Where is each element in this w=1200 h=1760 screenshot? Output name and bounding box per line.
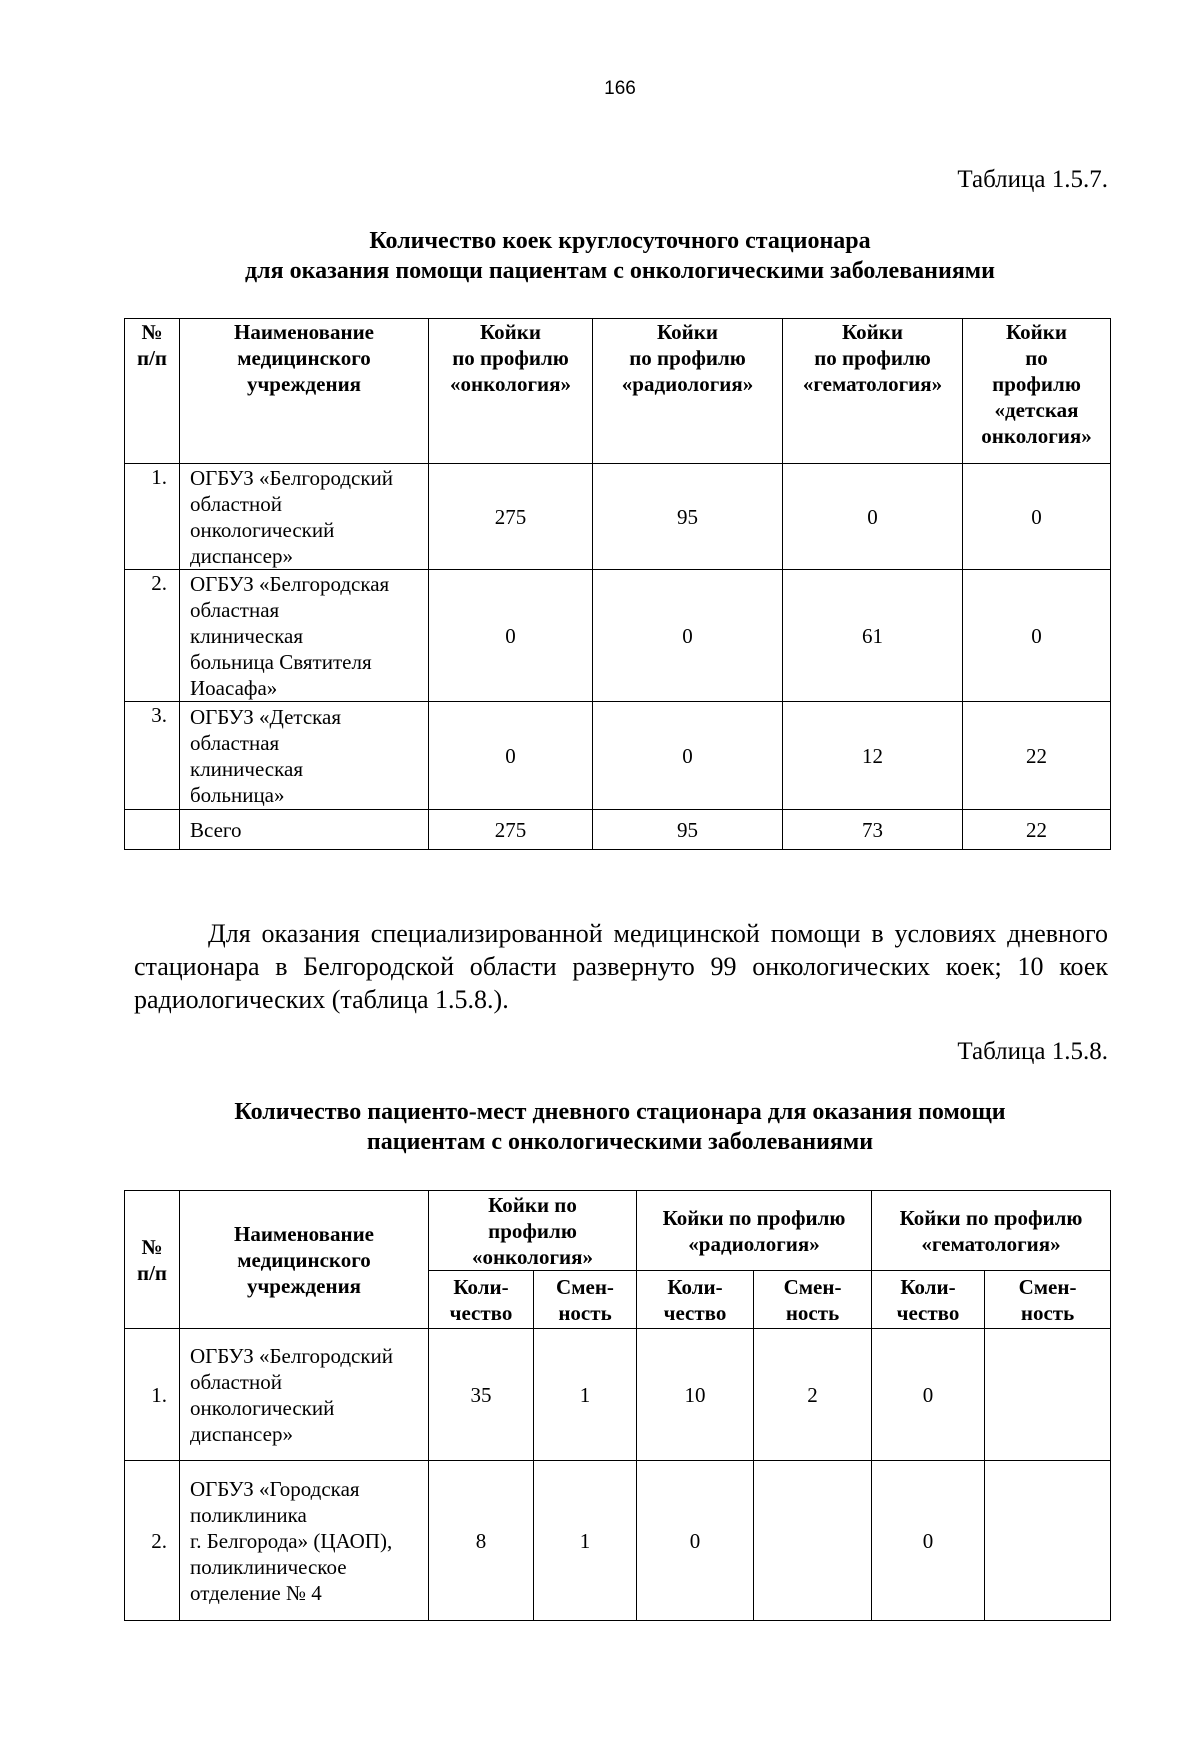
header-line: № xyxy=(141,320,163,344)
total-oncology: 275 xyxy=(429,810,593,850)
oncology-beds: 0 xyxy=(429,570,593,702)
header-line: Койки по профилю xyxy=(662,1205,846,1230)
header-line: профилю xyxy=(488,1218,577,1243)
table-1-header-row xyxy=(125,319,1111,464)
header-line: чество xyxy=(449,1300,513,1325)
header-line: п/п xyxy=(136,1260,168,1285)
radiology-beds: 0 xyxy=(593,570,783,702)
radiology-count: 10 xyxy=(637,1329,754,1461)
table-row xyxy=(125,1461,1111,1621)
total-label: Всего xyxy=(180,810,429,850)
header-name xyxy=(180,1191,429,1329)
table-2-header-row-1 xyxy=(125,1191,1111,1271)
table-1-title-line-1: Количество коек круглосуточного стационара xyxy=(369,228,871,254)
header-hematology xyxy=(872,1191,1111,1271)
header-line: Койки xyxy=(1006,320,1067,344)
institution-name xyxy=(180,1461,429,1621)
header-num xyxy=(125,319,180,464)
table-2 xyxy=(124,1190,1111,1621)
header-line: онкология» xyxy=(981,424,1092,448)
row-number: 1. xyxy=(125,1329,180,1461)
header-line: чество xyxy=(663,1300,727,1325)
header-line: по профилю xyxy=(814,346,931,370)
hematology-beds: 0 xyxy=(783,464,963,570)
table-1-title-line-2: для оказания помощи пациентам с онкологическими заболеваниями xyxy=(245,258,995,284)
header-line: Койки xyxy=(657,320,718,344)
name-line: областной xyxy=(190,1369,282,1394)
header-line: «гематология» xyxy=(802,372,943,396)
child-oncology-beds: 22 xyxy=(963,702,1111,810)
name-line: поликлиника xyxy=(190,1502,307,1527)
header-radiology xyxy=(593,319,783,464)
header-line: п/п xyxy=(136,346,168,370)
header-line: Койки xyxy=(480,320,541,344)
table-2-caption: Таблица 1.5.8. xyxy=(957,1038,1108,1065)
oncology-shift: 1 xyxy=(534,1461,637,1621)
header-line: профилю xyxy=(992,372,1081,396)
name-line: клиническая xyxy=(190,623,303,648)
oncology-beds: 0 xyxy=(429,702,593,810)
row-number: 2. xyxy=(125,570,180,702)
header-hem-count xyxy=(872,1271,985,1329)
header-line: медицинского xyxy=(237,346,371,370)
header-line: медицинского xyxy=(237,1247,371,1272)
header-name xyxy=(180,319,429,464)
header-num xyxy=(125,1191,180,1329)
row-number: 1. xyxy=(125,464,180,570)
header-line: Коли- xyxy=(667,1274,723,1299)
name-line: ОГБУЗ «Городская xyxy=(190,1476,360,1501)
radiology-count: 0 xyxy=(637,1461,754,1621)
header-line: ность xyxy=(1020,1300,1075,1325)
header-line: Смен- xyxy=(1018,1274,1077,1299)
header-line: Коли- xyxy=(453,1274,509,1299)
oncology-count: 35 xyxy=(429,1329,534,1461)
hematology-count: 0 xyxy=(872,1329,985,1461)
name-line: областной xyxy=(190,491,282,516)
table-row xyxy=(125,570,1111,702)
header-line: «онкология» xyxy=(450,372,571,396)
name-line: больница Святителя xyxy=(190,649,372,674)
table-1-caption: Таблица 1.5.7. xyxy=(957,166,1108,193)
name-line: отделение № 4 xyxy=(190,1580,322,1605)
name-line: диспансер» xyxy=(190,1421,293,1446)
name-line: онкологический xyxy=(190,1395,335,1420)
name-line: областная xyxy=(190,730,280,755)
name-line: Иоасафа» xyxy=(190,675,278,700)
radiology-beds: 0 xyxy=(593,702,783,810)
radiology-shift xyxy=(754,1461,872,1621)
institution-name xyxy=(180,570,429,702)
header-oncology xyxy=(429,1191,637,1271)
table-total-row xyxy=(125,810,1111,850)
header-line: Койки по профилю xyxy=(899,1205,1083,1230)
table-2-title-line-2: пациентам с онкологическими заболеваниями xyxy=(366,1129,874,1155)
page-number: 166 xyxy=(604,78,636,99)
body-paragraph xyxy=(134,917,1108,1016)
name-line: диспансер» xyxy=(190,543,293,568)
name-line: ОГБУЗ «Детская xyxy=(190,704,342,729)
header-line: № xyxy=(141,1234,163,1259)
header-line: чество xyxy=(896,1300,960,1325)
name-line: ОГБУЗ «Белгородская xyxy=(190,571,390,596)
oncology-count: 8 xyxy=(429,1461,534,1621)
radiology-shift: 2 xyxy=(754,1329,872,1461)
institution-name xyxy=(180,1329,429,1461)
table-row xyxy=(125,702,1111,810)
oncology-beds: 275 xyxy=(429,464,593,570)
header-hem-shift xyxy=(985,1271,1111,1329)
table-2-title-line-1: Количество пациенто-мест дневного стационара для оказания помощи xyxy=(234,1099,1006,1125)
header-hematology xyxy=(783,319,963,464)
header-line: «радиология» xyxy=(621,372,754,396)
paragraph-text: Для оказания специализированной медицинской помощи в условиях дневного стационара в Белгородской области развернуто 99 онкологических коек; 10 коек радиологических (таблица 1.5.8.). xyxy=(134,919,1108,1014)
header-line: Наименование xyxy=(234,1221,374,1246)
hematology-shift xyxy=(985,1329,1111,1461)
oncology-shift: 1 xyxy=(534,1329,637,1461)
institution-name xyxy=(180,702,429,810)
table-row xyxy=(125,464,1111,570)
header-child-oncology xyxy=(963,319,1111,464)
name-line: поликлиническое xyxy=(190,1554,347,1579)
row-number-empty xyxy=(125,810,180,850)
header-line: «гематология» xyxy=(921,1231,1061,1256)
header-line: по профилю xyxy=(452,346,569,370)
header-line: Смен- xyxy=(783,1274,842,1299)
table-1-title xyxy=(120,226,1120,286)
total-radiology: 95 xyxy=(593,810,783,850)
name-line: г. Белгорода» (ЦАОП), xyxy=(190,1528,393,1553)
header-line: Наименование xyxy=(234,320,374,344)
name-line: больница» xyxy=(190,782,285,807)
name-line: онкологический xyxy=(190,517,335,542)
header-line: по профилю xyxy=(629,346,746,370)
header-line: ность xyxy=(558,1300,612,1325)
total-child-oncology: 22 xyxy=(963,810,1111,850)
header-line: учреждения xyxy=(246,372,362,396)
header-line: ность xyxy=(785,1300,840,1325)
header-oncology xyxy=(429,319,593,464)
header-line: «радиология» xyxy=(688,1231,820,1256)
institution-name xyxy=(180,464,429,570)
table-row xyxy=(125,1329,1111,1461)
row-number: 2. xyxy=(125,1461,180,1621)
name-line: ОГБУЗ «Белгородский xyxy=(190,465,394,490)
table-1 xyxy=(124,318,1111,850)
hematology-count: 0 xyxy=(872,1461,985,1621)
row-number: 3. xyxy=(125,702,180,810)
hematology-shift xyxy=(985,1461,1111,1621)
name-line: областная xyxy=(190,597,280,622)
header-line: Смен- xyxy=(556,1274,614,1299)
table-2-title xyxy=(120,1097,1120,1157)
header-line: Койки по xyxy=(488,1192,577,1217)
header-line: по xyxy=(1025,346,1048,370)
header-rad-count xyxy=(637,1271,754,1329)
hematology-beds: 61 xyxy=(783,570,963,702)
name-line: клиническая xyxy=(190,756,303,781)
header-rad-shift xyxy=(754,1271,872,1329)
header-onc-shift xyxy=(534,1271,637,1329)
header-line: Коли- xyxy=(900,1274,956,1299)
hematology-beds: 12 xyxy=(783,702,963,810)
child-oncology-beds: 0 xyxy=(963,570,1111,702)
header-radiology xyxy=(637,1191,872,1271)
header-line: «детская xyxy=(994,398,1079,422)
radiology-beds: 95 xyxy=(593,464,783,570)
header-line: Койки xyxy=(842,320,903,344)
name-line: ОГБУЗ «Белгородский xyxy=(190,1343,394,1368)
header-line: «онкология» xyxy=(472,1244,593,1269)
header-onc-count xyxy=(429,1271,534,1329)
header-line: учреждения xyxy=(246,1273,362,1298)
total-hematology: 73 xyxy=(783,810,963,850)
child-oncology-beds: 0 xyxy=(963,464,1111,570)
